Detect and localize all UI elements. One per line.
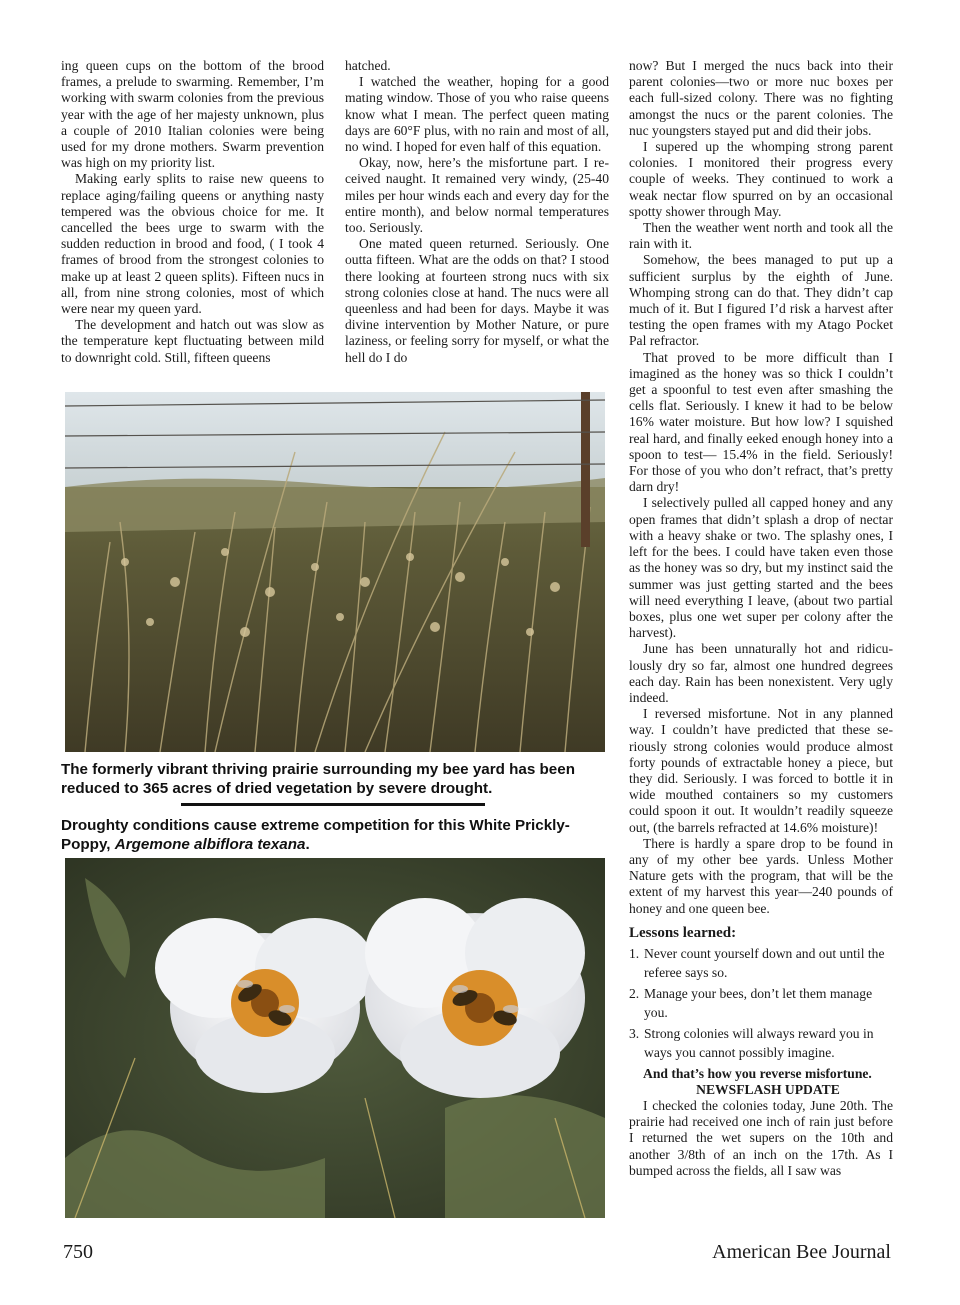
paragraph: That proved to be more difficult than I imagined as the honey was so thick I couldn’t get a spoonful to test even after smashing the cells flat. Seriously. I knew it had to be below 16% water moisture. But how low? I squished real hard, and finally eeked enough honey into a spoon to test— 15.4% in the field. Seriously! For those of you who don’t refract, that’s pretty darn dry! [629, 349, 893, 495]
paragraph: I watched the weather, hoping for a good mating window. Those of you who raise queens know what I mean. The perfect queen mating days are 60°F plus, with no rain and most of all, no wind. I hoped for even half of this equation. [345, 74, 609, 155]
paragraph: I selectively pulled all capped honey and any open frames that didn’t splash a drop of nectar with a heavy shake or two. The splashy ones, I left for the bees. I could have taken even those as the honey was so dry, but my instinct said the summer was just getting started and the bees will need everything I leave, (about two partial boxes, plus one wet super per colony after the harvest). [629, 495, 893, 641]
closing-line: And that’s how you reverse misfortune. [643, 1065, 872, 1081]
paragraph: Okay, now, here’s the misfortune part. I received naught. It remained very windy, (25-40 miles per hour winds each and every day for the entire month), and below normal temperatures too. Seriously. [345, 155, 609, 236]
lessons-heading: Lessons learned: [629, 924, 737, 941]
paragraph: hatched. [345, 58, 391, 73]
newsflash-title: NEWSFLASH UPDATE [696, 1081, 840, 1097]
paragraph: The development and hatch out was slow as the temperature kept fluctuating between mild to downright cold. Still, fifteen queens [61, 317, 324, 365]
lesson-number: 1. [629, 945, 640, 961]
paragraph: I checked the colonies today, June 20th. The prairie had received one inch of rain just before I returned the wet supers on the 10th and another 3/8th of an inch on the 17th. As I bumped across the fields, all I saw was [629, 1097, 893, 1178]
journal-name: American Bee Journal [712, 1241, 891, 1263]
paragraph: ing queen cups on the bottom of the brood frames, a prelude to swarming. Remember, I’m working with swarm colonies from the previous year with the age of her majesty unknown, plus a couple of 2010 Italian colonies were being used for my drone mothers. Swarm prevention was high on my priority list. [61, 58, 324, 171]
article-column-2 [345, 58, 609, 366]
lesson-number: 3. [629, 1026, 640, 1042]
paragraph: June has been unnaturally hot and ridiculously dry so far, almost one hundred degrees each day. Rain has been nonexistent. Very ugly indeed. [629, 641, 893, 705]
poppy-illustration [65, 858, 605, 1218]
paragraph: There is hardly a spare drop to be found in any of my other bee yards. Unless Mother Nature gets with the program, that will be the extent of my harvest this year—240 pounds of honey and one queen bee. [629, 835, 893, 916]
paragraph: One mated queen returned. Seriously. One outta fifteen. What are the odds on that? I stood there looking at fourteen strong nucs with six strong colonies close at hand. The nucs were all queenless and had been for days. Maybe it was divine intervention by Mother Nature, or pure laziness, or feeling sorry for myself, or what the hell do I do [345, 236, 609, 365]
paragraph: now? But I merged the nucs back into their parent colonies—two or more nuc boxes per each full-sized colony. There was no fighting amongst the nucs or the parent colonies. The nuc youngsters stayed put and did their jobs. [629, 58, 893, 138]
poppy-caption [61, 817, 616, 854]
paragraph: Making early splits to raise new queens to replace aging/failing queens or anything nasty tempered was the obvious choice for me. It cancelled the bees urge to swarm with the sudden reduction in brood and food, ( I took 4 frames of brood from the strongest colonies to make up at least 2 queen splits). Fifteen nucs in all, from nine strong colonies, most of which were near my queen yard. [61, 171, 324, 317]
poppy-caption-text: Droughty conditions cause extreme competition for this White Prickly-Poppy, [61, 817, 570, 853]
lesson-text: Strong colonies will always reward you in ways you cannot possibly imagine. [644, 1026, 874, 1060]
prairie-illustration [65, 392, 605, 752]
paragraph: I supered up the whomping strong parent colonies. I monitored their progress every couple of weeks. They continued to work a weak nectar flow spurred on by an occasional spotty shower through May. [629, 139, 893, 219]
paragraph: Then the weather went north and took all the rain with it. [629, 220, 893, 252]
lesson-text: Never count yourself down and out until the referee says so. [644, 945, 885, 980]
poppy-species-name: Argemone albiflora texana [114, 835, 306, 853]
prairie-caption: The formerly vibrant thriving prairie surrounding my bee yard has been reduced to 365 acres of dried vegetation by severe drought. [61, 761, 575, 797]
poppy-caption-end: . [305, 835, 310, 853]
article-column-1 [61, 58, 324, 366]
page-number: 750 [63, 1241, 93, 1263]
lesson-text: Manage your bees, don’t let them manage you. [644, 986, 873, 1020]
lesson-number: 2. [629, 986, 640, 1002]
lesson-item [629, 1025, 893, 1062]
paragraph: I reversed misfortune. Not in any planned way. I couldn’t have predicted that these seriously strong colonies would produce almost forty pounds of extractable honey a piece, but they did. Seriously. I was forced to bottle it in wide mouthed containers so my customers could spoon it out. It wouldn’t readily squeeze out, (the barrels refracted at 14.6% moisture)! [629, 706, 893, 835]
lesson-item [629, 945, 893, 982]
prairie-photo [65, 392, 605, 752]
poppy-photo [65, 858, 605, 1218]
lessons-list [629, 945, 893, 1063]
paragraph: Somehow, the bees managed to put up a sufficient surplus by the eighth of June. Whomping strong can do that. They didn’t cap much of it. But I figured I’d risk a harvest after testing the open frames with my Atago Pocket Pal refractor. [629, 252, 893, 349]
article-column-3 [629, 58, 893, 1179]
caption-divider [181, 803, 485, 806]
lesson-item [629, 985, 893, 1022]
